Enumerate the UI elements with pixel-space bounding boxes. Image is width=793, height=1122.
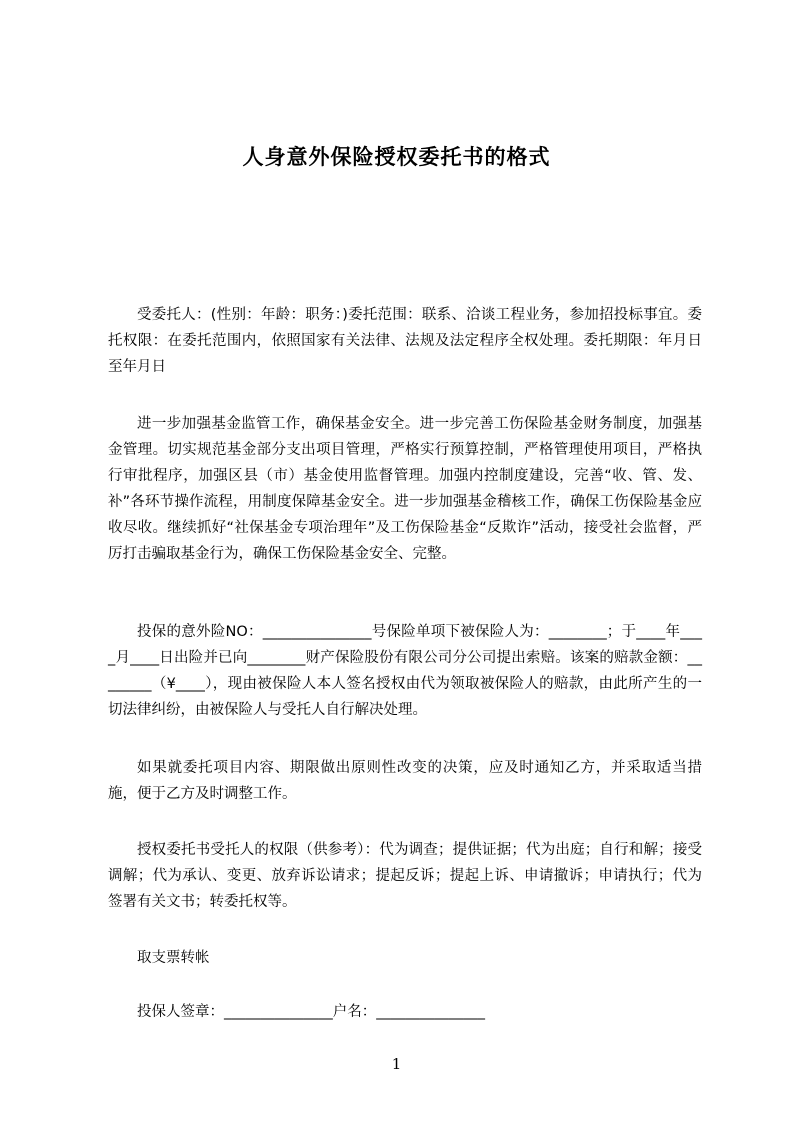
paragraph-cheque-transfer: 取支票转帐 [137,949,210,966]
document-title: 人身意外保险授权委托书的格式 [242,145,551,169]
paragraph-entrustment-scope: 受委托人：(性别：年龄：职务：)委托范围：联系、洽谈工程业务，参加招投标事宜。委托权限：在委托范围内，依照国家有关法律、法规及法定程序全权处理。委托期限：年月日至年月日 [108,306,702,375]
paragraph-signature-line: 投保人签章：_______________户名：_______________ [137,1003,485,1020]
paragraph-change-notice: 如果就委托项目内容、期限做出原则性改变的决策，应及时通知乙方，并采取适当措施，便于乙方及时调整工作。 [108,759,702,802]
page-number: 1 [391,1055,402,1073]
paragraph-insurance-claim: 投保的意外险NO：_______________号保险单项下被保险人为：________；于____年____月____日出险并已向________财产保险股份有限公司分公司提出索赔。该案的赔款金额：________（¥____），现由被保险人本人签名授权由代为领取被保险人的赔款，由此所产生的一切法律纠纷，由被保险人与受托人自行解决处理。 [108,623,702,718]
paragraph-fund-supervision: 进一步加强基金监管工作，确保基金安全。进一步完善工伤保险基金财务制度，加强基金管理。切实规范基金部分支出项目管理，严格实行预算控制，严格管理使用项目，严格执行审批程序，加强区县（市）基金使用监督管理。加强内控制度建设，完善“收、管、发、补”各环节操作流程，用制度保障基金安全。进一步加强基金稽核工作，确保工伤保险基金应收尽收。继续抓好“社保基金专项治理年”及工伤保险基金“反欺诈”活动，接受社会监督，严厉打击骗取基金行为，确保工伤保险基金安全、完整。 [108,415,702,562]
paragraph-agent-authority: 授权委托书受托人的权限（供参考）：代为调查；提供证据；代为出庭；自行和解；接受调解；代为承认、变更、放弃诉讼请求；提起反诉；提起上诉、申请撤诉；申请执行；代为签署有关文书；转委托权等。 [108,841,702,910]
